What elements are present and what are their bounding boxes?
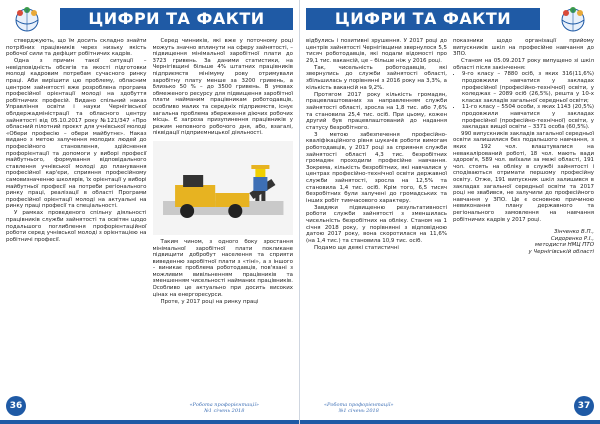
author-signature <box>453 229 594 255</box>
paragraph: Одна з причин такої ситуації – невідповідність обсягів та якості підготовки молоді кадровим потребам сучасного ринку праці. Аби вирішити цю проблему, обласним центром зайнятості вже розроблена програма професійної орієнтації молоді на здобуття робітничих професій. Видано спільний наказ Управління освіти і науки Чернігівської облдержадміністрації та обласного центру зайнятості від 05.10.2017 року №121/347 «Про обласний пілотний проєкт для учнівської молоді «Обери професію – обери майбутнє». Наказ видано з метою залучення молодих людей до професійного становлення, здійснення профорієнтації та допомоги у виборі професії майбутнього, формування відповідального ставлення учнівської молоді до планування професійної кар'єри, сприяння професійному самовизначенню школярів, їх орієнтації у виборі майбутньої професії на потреби регіонального ринку праці, реалізації в області Програми професійної орієнтації молоді на актуальні на ринку праці професії та спеціальності. <box>6 58 147 210</box>
graduates-list <box>453 71 594 130</box>
paragraph: стверджують, що їм досить складно знайти потрібних працівників через низьку якість робочої сили та дефіцит робітничих кадрів. <box>6 38 147 58</box>
paragraph: показники щодо організації прийому випускників шкіл на професійне навчання до ЗПО. <box>453 38 594 58</box>
left-column-2 <box>153 38 294 394</box>
footer-band <box>0 420 299 424</box>
journal-footnote <box>189 402 259 414</box>
journal-name: «Робота профорієнтації» <box>189 402 259 408</box>
footer-band <box>300 420 600 424</box>
left-columns <box>6 38 293 394</box>
journal-name: «Робота профорієнтації» <box>324 402 394 408</box>
paragraph: Станом на 05.09.2017 року випущено зі шкіл області після закінчення: <box>453 58 594 71</box>
left-column-1 <box>6 38 147 394</box>
journal-issue: №1 січень 2018 <box>338 408 379 414</box>
list-item: • 9-го класу – 7880 осіб, з яких 316(11,6%) продовжили навчатися у закладах професійної (професійно-технічної) освіти, у коледжах – 2089 осіб (26,5%), решта у 10-х класах закладів загальної середньої освіти; <box>462 71 594 104</box>
journal-issue: №1 січень 2018 <box>204 408 245 414</box>
paragraph: Протягом 2017 року кількість громадян, працевлаштованих за направленням служби зайнятості області, зросла на 1,8 тис. або 7,6% та становила 25,4 тис. осіб. При цьому, кожен другий був працевлаштований до надання статусу безробітного. <box>306 91 447 131</box>
page-number: 37 <box>574 396 594 416</box>
people-globe-icon <box>10 4 44 34</box>
journal-footnote <box>324 402 394 414</box>
toy-construction-figure-image <box>153 141 294 235</box>
author-line: Зінченко В.П., <box>553 229 594 236</box>
page-title: ЦИФРИ ТА ФАКТИ <box>60 8 293 30</box>
author-line: методисти НМЦ ПТО <box>534 242 594 249</box>
paragraph: 990 випускників закладів загальної середньої освіти залишилися без подальшого навчання, з яких 192 чол. влаштувалися на невакалірований роботі, 18 чол. мають вади здоров'я, 589 чол. виїхали за межі області, 191 чол. стоять на обліку в службі зайнятості і сподіваються отримати першому професійну освіту. Отже, 191 випускник шкіл залишився в закладах загальної середньої освіти та 2017 році не звабився, не залучили до професійного навчання у ЗПО. Це є основною причиною невиконання плану державного та регіонального замовлення на навчання робітничих кадрів у 2017 році. <box>453 130 594 223</box>
page-title: ЦИФРИ ТА ФАКТИ <box>306 8 540 30</box>
paragraph: відбулись і позитивні зрушення. У 2017 році до центрів зайнятості Чернігівщини звернулося 5,5 тисяч роботодавців, які подали відомості про 29,1 тис. вакансій, це – більше ніж у 2016 році. <box>306 38 447 64</box>
author-line: у Чернігівській області <box>528 248 594 255</box>
paragraph: Так, чисельність роботодавців, які звернулись до служби зайнятості області, збільшилась у порівнянні з 2016 року на 3,3%, а кількість вакансій на 9,2%. <box>306 64 447 91</box>
right-columns <box>306 38 594 394</box>
right-page <box>300 0 600 424</box>
people-globe-icon <box>556 4 590 34</box>
paragraph: Завдяки підвищенню результативності роботи служби зайнятості з зменшилась чисельність безробітних на обліку. Станом на 1 січня 2018 року, у порівнянні з відповідною датою 2017 року, вона скоротилася на 11,6% (на 1,4 тис.) та становила 10,9 тис. осіб. <box>306 204 447 244</box>
left-footer <box>0 398 299 418</box>
right-column-2 <box>453 38 594 394</box>
right-column-1 <box>306 38 447 394</box>
list-item: • 11-го класу – 5504 особи, з яких 1143 (20,5%) продовжили навчатися у закладах професійної (професійно-технічної) освіти, у закладах вищої освіти – 3371 особа (60,5%). <box>462 104 594 130</box>
author-line: Сидоренко Р.І., <box>550 235 594 242</box>
paragraph: Серед чинників, які вже у поточному році можуть значно вплинути на сферу зайнятості, – підвищення мінімальної заробітної плати до 3723 гривень. За даними статистики, на Чернігівщині більше 4% штатних працівників підприємств мінімуму рову отримували заробітну плату менше за 3200 гривень, а близько 50 % – до 3500 гривень. В умовах обмеженого ресурсу для підвищення заробітної плати найманим працівникам роботодавців, особливо малих та середніх підприємств, існує загальна проблема збереження діючих робочих місць. Є загроза призупинення працівників у режим неповного робочого дня, або, взагалі, ліквідації підприємницької діяльності. <box>152 38 293 137</box>
paragraph: Подамо ще деякі статистичні <box>314 244 399 251</box>
paragraph: Таким чином, з одного боку зростання мінімальної заробітної плати покликане підвищити добробут населення та сприяти виведенню заробітної плати з «тіні», а з іншого – виникає проблема роботодавців, пов'язані з можливим вивільненням працівників та зменшенням чисельності найманих працівників. Особливо це актуально при досить високих цінах на енергоресурси. <box>152 238 293 298</box>
paragraph: Проте, у 2017 році на ринку праці <box>160 298 259 305</box>
paragraph: З метою забезпечення професійно-кваліфікаційного рівня шукачів роботи вимогам роботодавців, у 2017 році за сприяння служби зайнятості області 4,3 тис. безробітних громадян проходили професійне навчання. Зокрема, кількість безробітних, які навчалися у центрах професійно-технічної освіти державної служби зайнятості, зросла на 12,5% та становила 1,4 тис. осіб. Крім того, 6,5 тисяч безробітних були залучені до громадських та інших робіт тимчасового характеру. <box>306 131 447 204</box>
paragraph: У рамках проведеного спільну діяльності працівників служби зайнятості та освітян щодо подальшого поглиблення профорієнтаційної роботи серед учнівської молоді з орієнтацією на робітничі професії. <box>6 210 147 243</box>
right-footer <box>300 398 600 418</box>
page-number: 36 <box>6 396 26 416</box>
